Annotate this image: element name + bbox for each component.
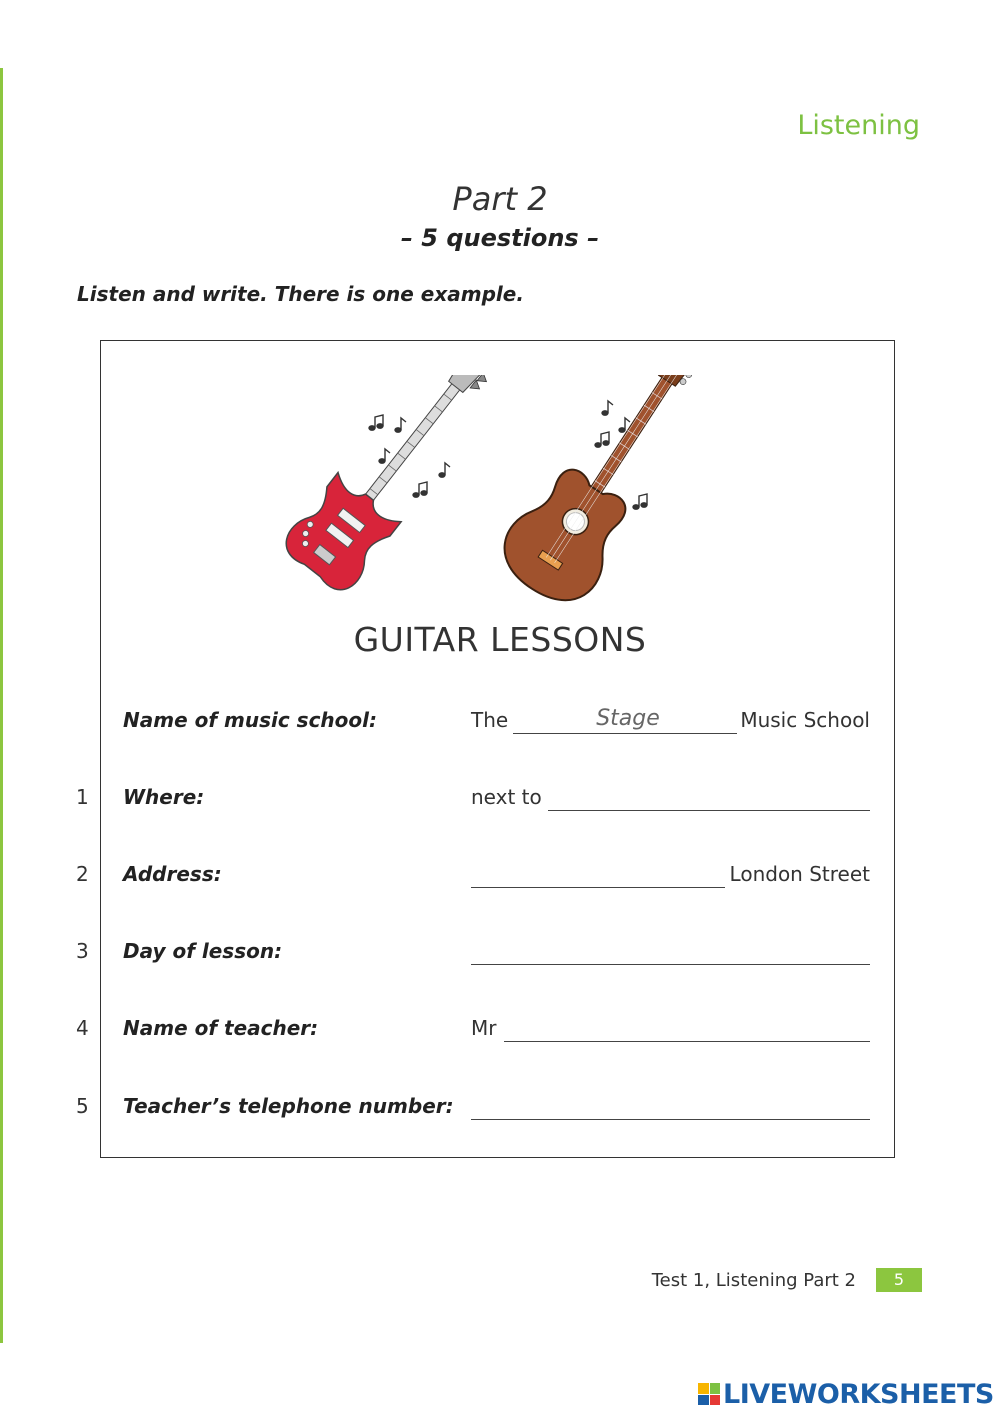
guitars-illustration xyxy=(280,375,720,605)
field-label-where: Where: xyxy=(123,785,205,809)
field-label-day-of-lesson: Day of lesson: xyxy=(123,939,283,963)
question-number: 3 xyxy=(76,939,89,963)
answer-line xyxy=(548,810,870,811)
question-number: 5 xyxy=(76,1094,89,1118)
answer-line xyxy=(471,1119,870,1120)
answer-input-address[interactable] xyxy=(472,854,728,890)
answer-input-day-of-lesson[interactable] xyxy=(472,931,872,967)
field-label-school-name: Name of music school: xyxy=(123,708,377,732)
field-label-telephone: Teacher’s telephone number: xyxy=(123,1094,454,1118)
answer-input-telephone[interactable] xyxy=(472,1086,872,1122)
question-number: 2 xyxy=(76,862,89,886)
field-prefix: The xyxy=(471,708,509,732)
section-label: Listening xyxy=(797,110,920,141)
question-number: 1 xyxy=(76,785,89,809)
question-number: 4 xyxy=(76,1016,89,1040)
liveworksheets-logo-icon xyxy=(698,1383,720,1405)
instructions: Listen and write. There is one example. xyxy=(77,282,524,306)
acoustic-guitar-icon xyxy=(489,375,720,605)
part-title: Part 2 xyxy=(452,180,548,218)
liveworksheets-logo[interactable] xyxy=(698,1378,994,1410)
field-suffix: Music School xyxy=(740,708,870,732)
footer-text: Test 1, Listening Part 2 xyxy=(651,1270,856,1291)
liveworksheets-logo-text: LIVEWORKSHEETS xyxy=(723,1378,994,1410)
electric-guitar-icon xyxy=(280,375,512,598)
form-title: GUITAR LESSONS xyxy=(353,620,647,659)
answer-line xyxy=(504,1041,870,1042)
field-label-address: Address: xyxy=(123,862,222,886)
field-suffix: London Street xyxy=(729,862,870,886)
form-row-4 xyxy=(0,1008,1000,1048)
form-row-5 xyxy=(0,1086,1000,1126)
answer-line xyxy=(471,887,725,888)
answer-input-school-name[interactable] xyxy=(515,700,741,736)
answer-line xyxy=(471,964,870,965)
page-number-badge: 5 xyxy=(876,1268,922,1292)
field-label-teacher-name: Name of teacher: xyxy=(123,1016,319,1040)
field-prefix: next to xyxy=(471,785,542,809)
form-row-3 xyxy=(0,931,1000,971)
answer-input-teacher-name[interactable] xyxy=(506,1008,872,1044)
field-prefix: Mr xyxy=(471,1016,497,1040)
form-row-example xyxy=(0,700,1000,740)
answer-line xyxy=(513,733,737,734)
form-row-2 xyxy=(0,854,1000,894)
answer-input-where[interactable] xyxy=(550,777,872,813)
part-subtitle: – 5 questions – xyxy=(400,224,600,252)
form-row-1 xyxy=(0,777,1000,817)
